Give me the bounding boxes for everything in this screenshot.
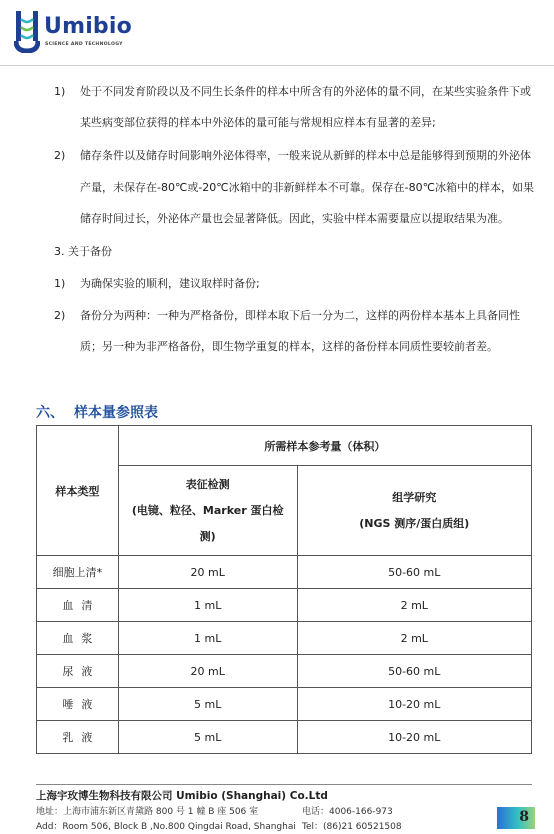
header-line: 表征检测	[185, 477, 230, 491]
sample-reference-table	[36, 425, 532, 754]
omics-cell: 50-60 mL	[297, 556, 531, 589]
footer-company: 上海宇玫博生物科技有限公司 Umibio (Shanghai) Co.Ltd	[36, 790, 328, 802]
table-row	[37, 688, 532, 721]
footer-phone-en: Tel：(86)21 60521508	[302, 822, 402, 832]
paragraph-line: 为确保实验的顺利，建议取样时备份;	[80, 277, 260, 290]
omics-cell: 2 mL	[297, 622, 531, 655]
characterization-cell: 1 mL	[118, 589, 297, 622]
table-header-row	[37, 426, 532, 466]
page-number-badge	[497, 807, 535, 829]
sample-type-cell: 血浆	[37, 622, 119, 655]
paragraph-line: 储存时间过长，外泌体产量也会显著降低。因此，实验中样本需要量应以提取结果为准。	[80, 212, 509, 225]
header-line: 组学研究	[392, 490, 437, 504]
characterization-cell: 20 mL	[118, 655, 297, 688]
header-line: 测)	[199, 529, 216, 543]
sample-type-cell: 唾液	[37, 688, 119, 721]
footer-address-en: Add：Room 506, Block B ,No.800 Qingdai Road, Shanghai	[36, 822, 296, 832]
header-line: (NGS 测序/蛋白质组)	[359, 516, 470, 530]
list-number: 2)	[54, 309, 66, 322]
section-title	[36, 402, 158, 422]
paragraph-line: 产量，未保存在-80℃或-20℃冰箱中的非新鲜样本不可靠。保存在-80℃冰箱中的样本，如果	[80, 181, 534, 194]
volume-group-header: 所需样本参考量（体积）	[118, 426, 531, 466]
section-heading: 样本量参照表	[74, 405, 158, 421]
page-header	[0, 0, 554, 66]
omics-cell: 10-20 mL	[297, 721, 531, 754]
section-number: 六、	[36, 405, 64, 421]
header-divider	[0, 65, 554, 66]
sample-type-header: 样本类型	[37, 426, 119, 556]
footer-address-cn: 地址：上海市浦东新区青黛路 800 号 1 幢 B 座 506 室	[36, 807, 259, 817]
paragraph-line: 某些病变部位获得的样本中外泌体的量可能与常规相应样本有显著的差异;	[80, 116, 436, 129]
omics-cell: 2 mL	[297, 589, 531, 622]
sample-type-cell: 乳液	[37, 721, 119, 754]
characterization-cell: 5 mL	[118, 721, 297, 754]
characterization-cell: 1 mL	[118, 622, 297, 655]
paragraph-line: 备份分为两种：一种为严格备份，即样本取下后一分为二，这样的两份样本基本上具备同性	[80, 309, 520, 322]
header-line: (电镜、粒径、Marker 蛋白检	[131, 503, 284, 517]
umibio-logo-icon	[14, 11, 40, 53]
paragraph-line: 质；另一种为非严格备份，即生物学重复的样本，这样的备份样本同质性要较前者差。	[80, 340, 498, 353]
paragraph-line: 处于不同发育阶段以及不同生长条件的样本中所含有的外泌体的量不同，在某些实验条件下或	[80, 85, 531, 98]
table-row	[37, 655, 532, 688]
page-number: 8	[519, 809, 529, 825]
sample-type-cell: 细胞上清*	[37, 556, 119, 589]
brand-tagline: SCIENCE AND TECHNOLOGY	[45, 42, 123, 47]
characterization-cell: 5 mL	[118, 688, 297, 721]
list-number: 2)	[54, 149, 66, 162]
table-row	[37, 589, 532, 622]
paragraph-line: 储存条件以及储存时间影响外泌体得率，一般来说从新鲜的样本中总是能够得到预期的外泌体	[80, 149, 531, 162]
omics-cell: 50-60 mL	[297, 655, 531, 688]
table-row	[37, 556, 532, 589]
characterization-header	[118, 466, 297, 556]
brand-name: Umibio	[44, 14, 132, 39]
list-number: 1)	[54, 85, 66, 98]
sample-type-cell: 血清	[37, 589, 119, 622]
characterization-cell: 20 mL	[118, 556, 297, 589]
sample-type-cell: 尿液	[37, 655, 119, 688]
omics-header	[297, 466, 531, 556]
footer-phone-cn: 电话：4006-166-973	[302, 807, 393, 817]
footer-divider	[36, 784, 532, 785]
table-row	[37, 721, 532, 754]
subheading: 3. 关于备份	[54, 245, 112, 258]
list-number: 1)	[54, 277, 66, 290]
omics-cell: 10-20 mL	[297, 688, 531, 721]
table-row	[37, 622, 532, 655]
